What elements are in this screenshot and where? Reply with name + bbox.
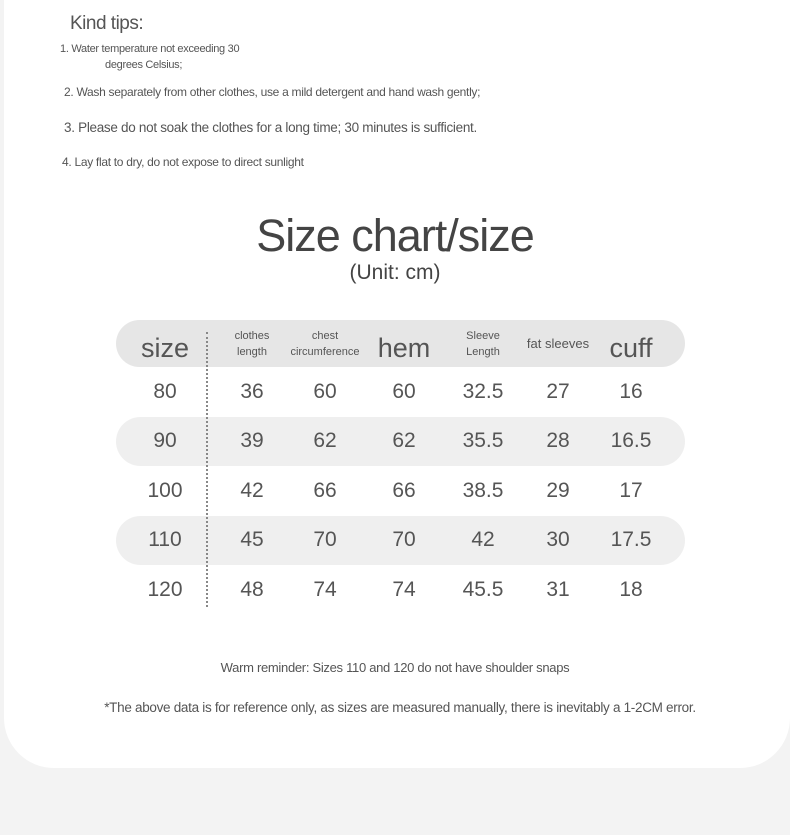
tip-item-2: 2. Wash separately from other clothes, use a mild detergent and hand wash gently; [64, 85, 481, 99]
table-header-row [116, 320, 685, 367]
cell-size: 100 [147, 478, 183, 502]
header-clothes-length-label: clothes length [234, 329, 270, 358]
cell-hem: 70 [392, 528, 416, 552]
header-sleeve-length [448, 320, 518, 367]
tip-item-1-line-2: degrees Celsius; [105, 59, 183, 71]
cell-sleeve-length: 38.5 [462, 478, 504, 502]
header-chest-label: chest circumference [290, 329, 360, 358]
cell-clothes-length: 39 [240, 429, 264, 453]
cell-size: 110 [148, 528, 182, 552]
cell-sleeve-length: 45.5 [462, 577, 504, 601]
cell-fat-sleeves: 28 [546, 429, 570, 453]
table-row [116, 516, 685, 566]
cell-cuff: 17.5 [610, 528, 652, 552]
cell-cuff: 16 [619, 379, 643, 403]
table-row [116, 466, 685, 516]
cell-size: 120 [147, 577, 183, 601]
tip-item-3: 3. Please do not soak the clothes for a long time; 30 minutes is sufficient. [64, 120, 477, 135]
column-divider [206, 332, 208, 607]
cell-sleeve-length: 32.5 [462, 379, 504, 403]
cell-chest: 60 [313, 379, 337, 403]
header-cuff: cuff [609, 333, 653, 363]
header-chest [290, 320, 360, 367]
cell-chest: 66 [313, 478, 337, 502]
size-chart-title: Size chart/size [256, 210, 534, 261]
cell-size: 80 [153, 379, 177, 403]
header-fat-sleeves: fat sleeves [526, 336, 590, 351]
tip-item-4: 4. Lay flat to dry, do not expose to direct sunlight [62, 155, 304, 169]
size-chart-unit: (Unit: cm) [349, 261, 441, 284]
cell-hem: 74 [392, 577, 416, 601]
cell-sleeve-length: 35.5 [462, 429, 504, 453]
warm-reminder: Warm reminder: Sizes 110 and 120 do not have shoulder snaps [220, 660, 570, 675]
table-body [116, 367, 685, 615]
table-row [116, 565, 685, 615]
cell-fat-sleeves: 31 [546, 577, 570, 601]
cell-chest: 62 [313, 429, 337, 453]
header-hem: hem [377, 333, 431, 363]
tips-title: Kind tips: [70, 13, 144, 34]
tip-item-1-line-1: 1. Water temperature not exceeding 30 [60, 43, 240, 55]
cell-sleeve-length: 42 [471, 528, 495, 552]
size-table [116, 320, 685, 615]
cell-cuff: 16.5 [610, 429, 652, 453]
table-row [116, 417, 685, 467]
cell-hem: 60 [392, 379, 416, 403]
table-row [116, 367, 685, 417]
cell-chest: 70 [313, 528, 337, 552]
cell-hem: 66 [392, 478, 416, 502]
measurement-note: *The above data is for reference only, as sizes are measured manually, there is inevitably a 1-2CM error. [104, 700, 696, 715]
cell-fat-sleeves: 29 [546, 478, 570, 502]
cell-clothes-length: 36 [240, 379, 264, 403]
cell-fat-sleeves: 30 [546, 528, 570, 552]
header-sleeve-length-label: Sleeve Length [466, 329, 500, 358]
cell-cuff: 17 [619, 478, 643, 502]
cell-fat-sleeves: 27 [546, 379, 570, 403]
cell-clothes-length: 45 [240, 528, 264, 552]
tip-item-1 [60, 41, 239, 73]
cell-clothes-length: 48 [240, 577, 264, 601]
header-clothes-length [214, 320, 290, 367]
cell-cuff: 18 [619, 577, 643, 601]
cell-chest: 74 [313, 577, 337, 601]
cell-hem: 62 [392, 429, 416, 453]
cell-size: 90 [153, 429, 177, 453]
header-size: size [140, 333, 189, 363]
cell-clothes-length: 42 [240, 478, 264, 502]
